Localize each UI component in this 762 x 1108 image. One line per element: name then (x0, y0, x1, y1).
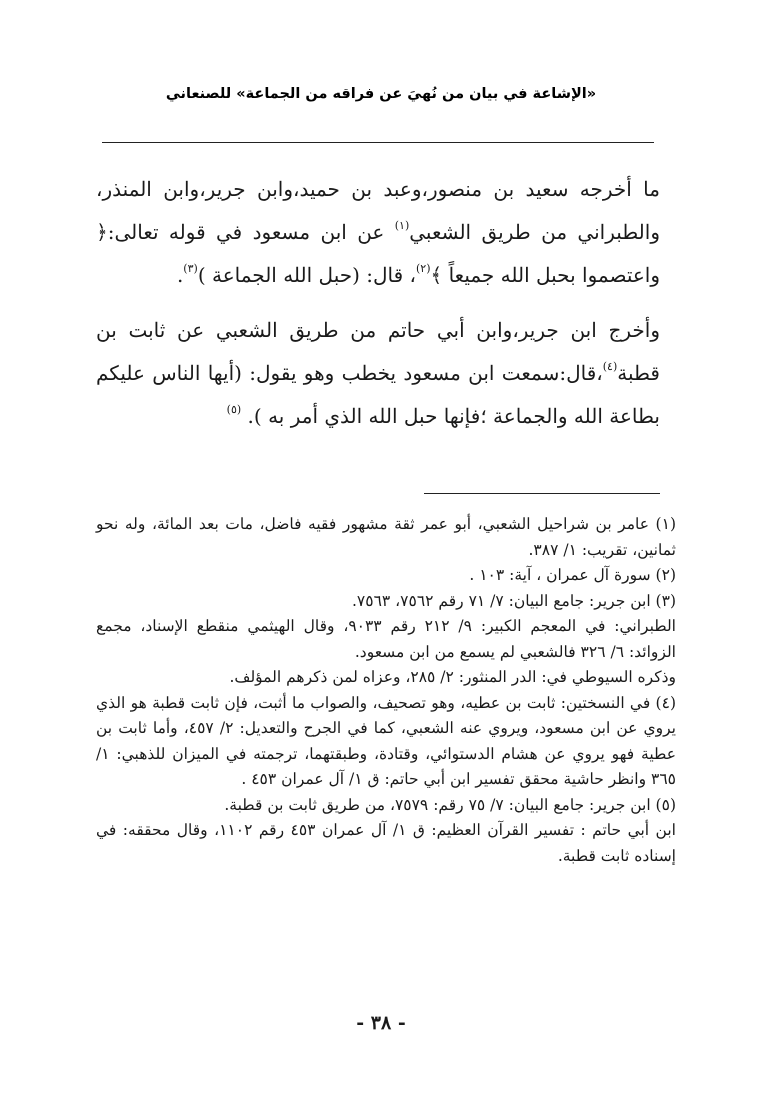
text-run: ،قال:سمعت ابن مسعود يخطب وهو يقول: (أيها الناس عليكم بطاعة الله والجماعة ؛فإنها حبل الله الذي أمر به ). (96, 361, 660, 428)
footnote-ref-4: (٤) (602, 360, 618, 373)
footnote: وذكره السيوطي في: الدر المنثور: ٢/ ٢٨٥، وعزاه لمن ذكرهم المؤلف. (229, 668, 676, 686)
footnote: (٢) سورة آل عمران ، آية: ١٠٣ . (469, 566, 676, 584)
footnote-ref-5: (٥) (226, 403, 242, 416)
footnote: ابن أبي حاتم : تفسير القرآن العظيم: ق ١/ آل عمران ٤٥٣ رقم ١١٠٢، وقال محققه: في إسناده ثابت قطبة. (96, 821, 676, 865)
footnote-ref-1: (١) (394, 219, 410, 232)
paragraph-1 (96, 168, 660, 297)
text-run: وأخرج ابن جرير،وابن أبي حاتم من طريق الشعبي عن ثابت بن قطبة (96, 318, 660, 385)
footnote-ref-2: (٢) (416, 262, 431, 275)
footnote-ref-3: (٣) (183, 262, 198, 275)
footnotes (96, 512, 676, 869)
footnote: (٥) ابن جرير: جامع البيان: ٧/ ٧٥ رقم: ٧٥٧٩، من طريق ثابت بن قطبة. (224, 795, 676, 814)
running-header: «الإشاعة في بيان من نُهيَ عن فراقه من الجماعة» للصنعاني (165, 86, 597, 102)
footnote-divider (424, 493, 660, 494)
main-text (96, 168, 660, 438)
text-run: ، قال: (حبل الله الجماعة ) (197, 263, 416, 287)
header-divider (102, 142, 654, 143)
text-run: عن ابن مسعود في قوله تعالى:﴿ واعتصموا بحبل الله جميعاً ﴾ (96, 220, 660, 287)
footnote: (٣) ابن جرير: جامع البيان: ٧/ ٧١ رقم ٧٥٦٢، ٧٥٦٣. (351, 591, 676, 610)
text-run: ما أخرجه سعيد بن منصور،وعبد بن حميد،وابن جرير،وابن المنذر، والطبراني من طريق الشعبي (96, 177, 660, 244)
page-number: - ٣٨ - (356, 1012, 406, 1034)
paragraph-2 (96, 309, 660, 438)
text-run: . (176, 263, 184, 287)
footnote: (٤) في النسختين: ثابت بن عطيه، وهو تصحيف، والصواب ما أثبت، فإن ثابت قطبة هو الذي يروي عن ابن مسعود، ويروي عنه الشعبي، كما في الجرح والتعديل: ٢/ ٤٥٧، وأما ثابت بن عطية فهو يروي عن هشام الدستوائي، وقتادة، وطبقتهما، ترجمته في الميزان للذهبي: ١/ ٣٦٥ وانظر حاشية محقق تفسير ابن أبي حاتم: ق ١/ آل عمران ٤٥٣ . (96, 693, 676, 788)
footnote: (١) عامر بن شراحيل الشعبي، أبو عمر ثقة مشهور فقيه فاضل، مات بعد المائة، وله نحو ثمانين، تقريب: ١/ ٣٨٧. (96, 515, 676, 559)
footnote: الطبراني: في المعجم الكبير: ٩/ ٢١٢ رقم ٩٠٣٣، وقال الهيثمي منقطع الإسناد، مجمع الزوائد: ٦/ ٣٢٦ فالشعبي لم يسمع من ابن مسعود. (96, 617, 676, 661)
